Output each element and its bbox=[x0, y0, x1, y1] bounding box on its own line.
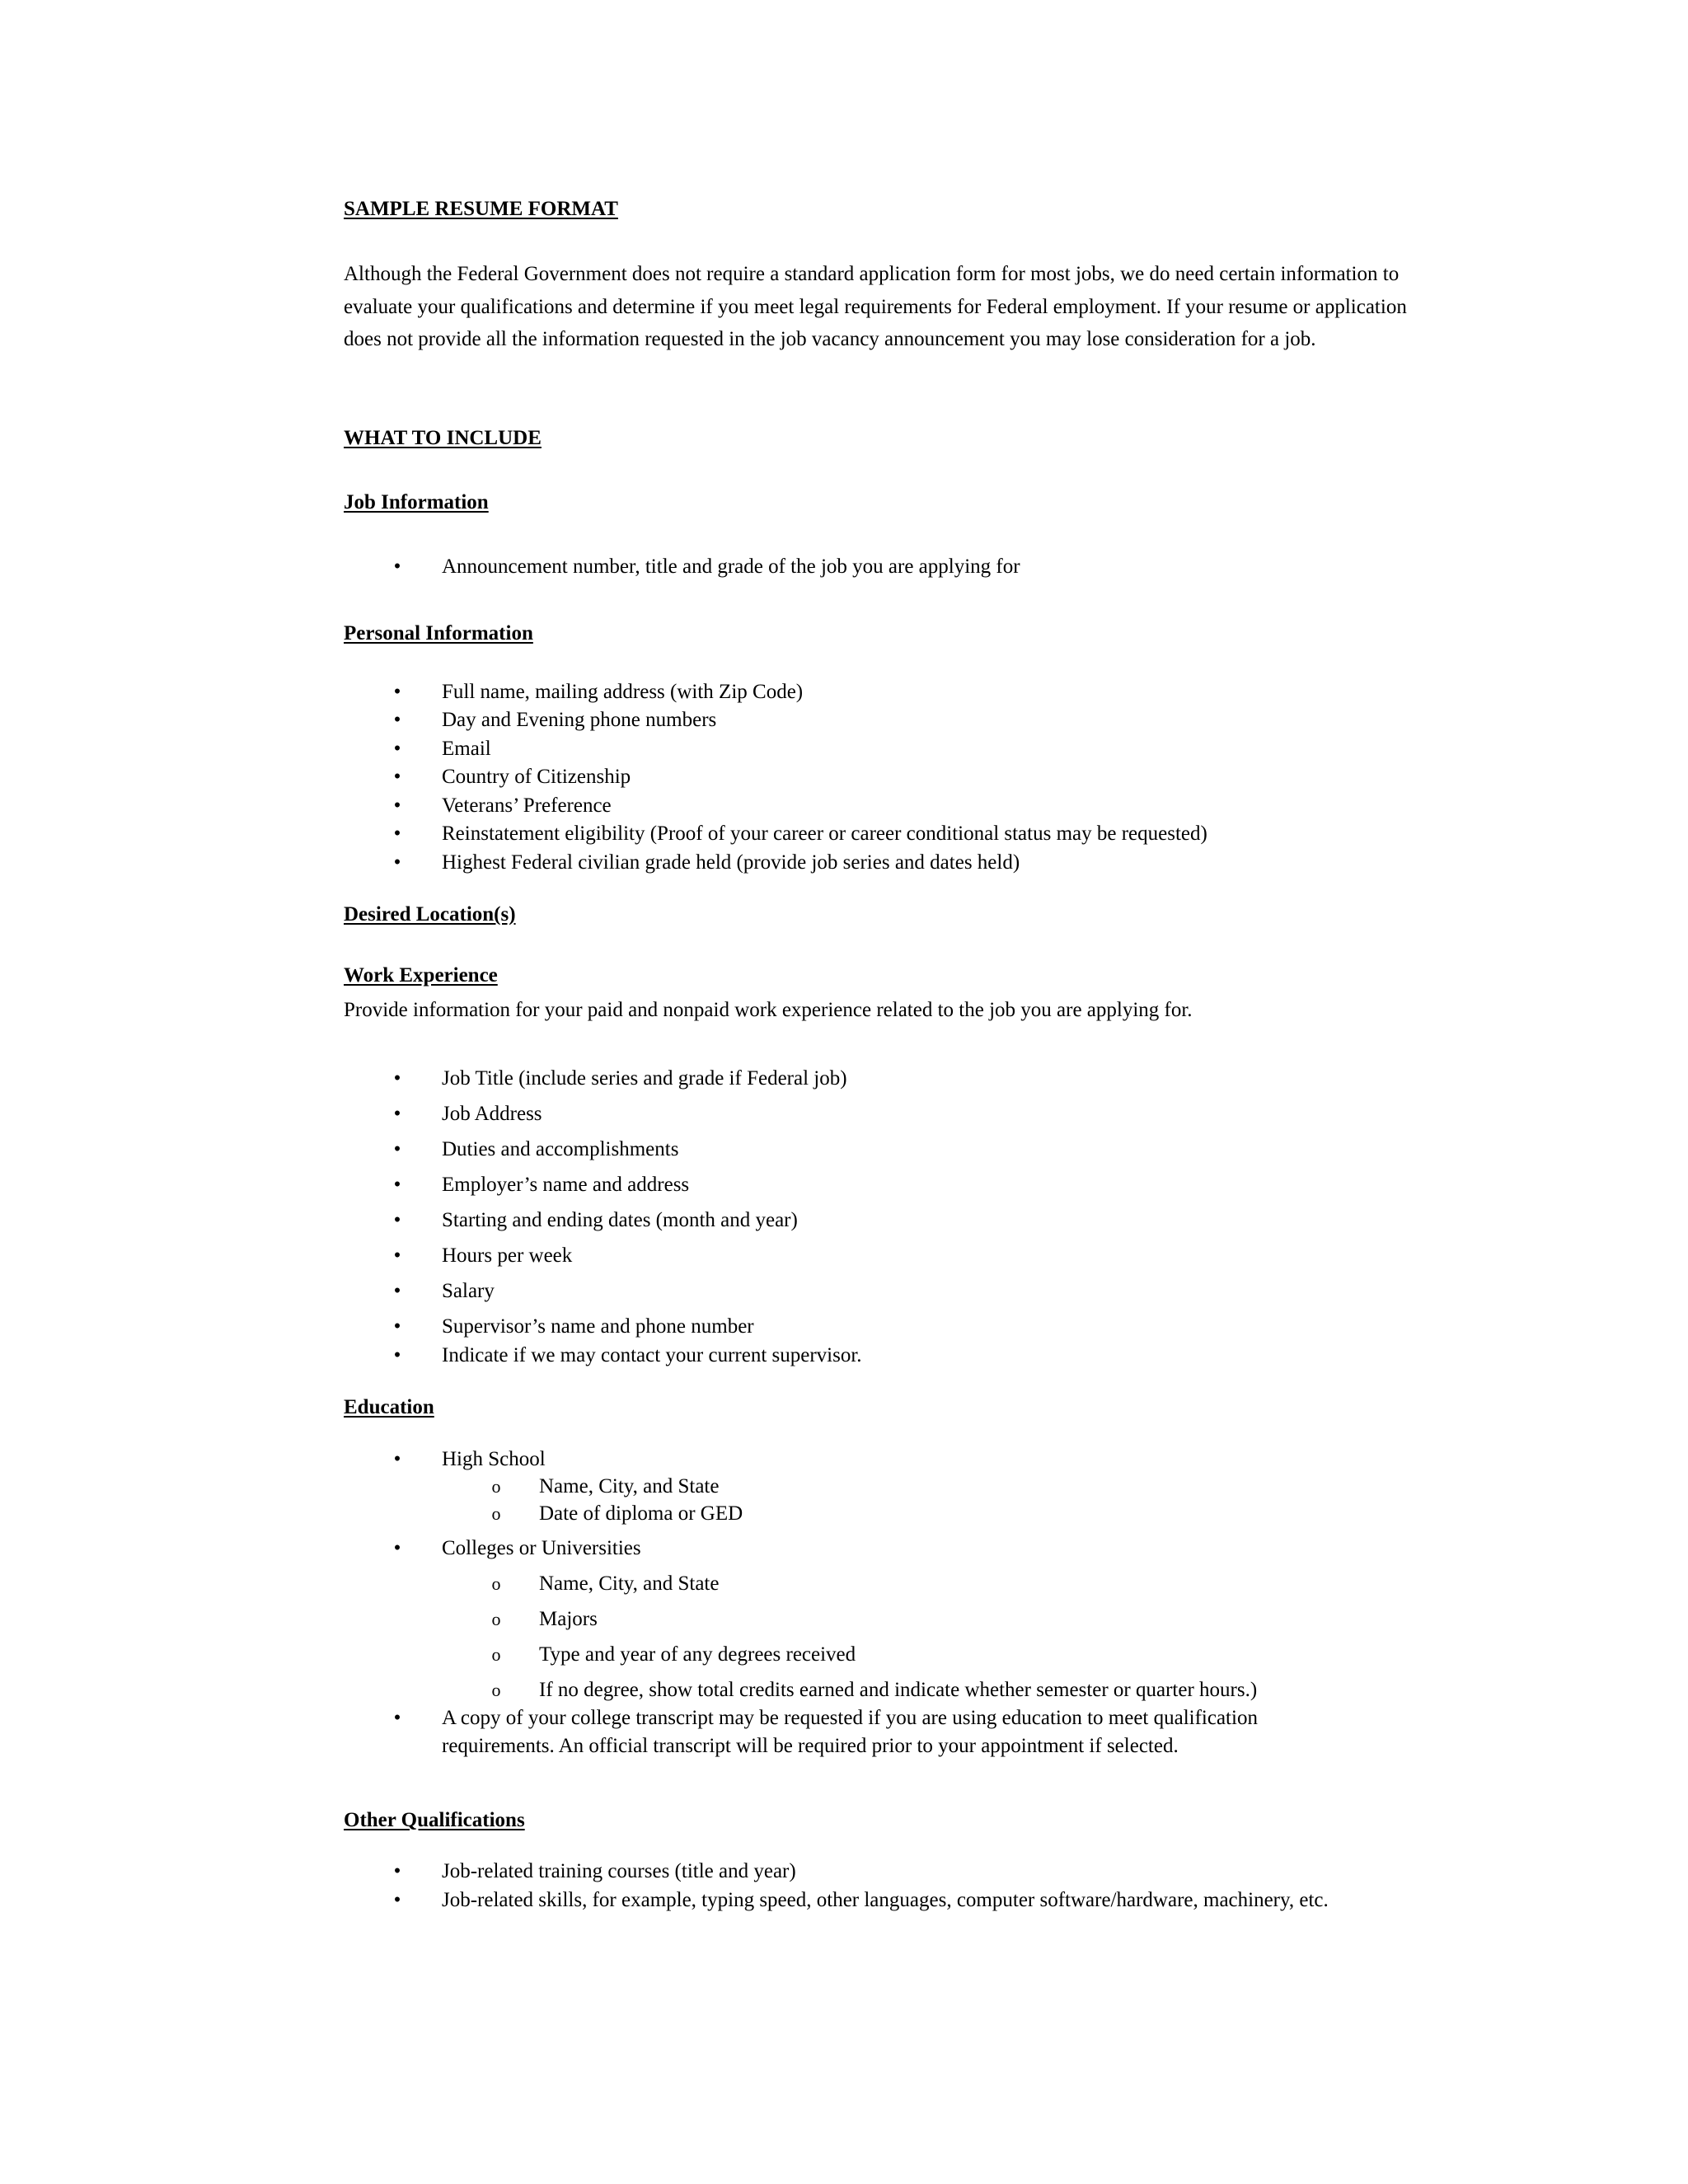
sub-list-item bbox=[0, 1500, 1688, 1528]
list-item-text: Day and Evening phone numbers bbox=[442, 709, 717, 731]
list-item-text: Country of Citizenship bbox=[442, 766, 631, 788]
list-item bbox=[0, 1704, 1688, 1760]
list-item-text: Hours per week bbox=[442, 1244, 573, 1267]
list-item bbox=[0, 763, 1688, 791]
list-item bbox=[0, 1100, 1688, 1128]
circle-bullet-icon: o bbox=[491, 1476, 501, 1497]
list-item bbox=[0, 735, 1688, 763]
list-item-text: Announcement number, title and grade of the job you are applying for bbox=[442, 555, 1020, 578]
sub-list-item bbox=[0, 1570, 1688, 1598]
personal-information-heading: Personal Information bbox=[344, 622, 533, 644]
list-item bbox=[0, 820, 1688, 848]
circle-bullet-icon: o bbox=[491, 1644, 501, 1665]
bullet-icon: • bbox=[393, 1244, 401, 1267]
list-item-text: Employer’s name and address bbox=[442, 1174, 690, 1196]
list-item bbox=[0, 1886, 1688, 1915]
bullet-icon: • bbox=[393, 1280, 401, 1302]
bullet-icon: • bbox=[393, 555, 401, 578]
list-item bbox=[0, 849, 1688, 877]
circle-bullet-icon: o bbox=[491, 1609, 501, 1629]
sub-list-item bbox=[0, 1605, 1688, 1633]
circle-bullet-icon: o bbox=[491, 1573, 501, 1594]
bullet-icon: • bbox=[393, 1707, 401, 1729]
list-item-text: Veterans’ Preference bbox=[442, 794, 612, 817]
list-item bbox=[0, 1342, 1688, 1370]
bullet-icon: • bbox=[393, 794, 401, 817]
list-item-text: A copy of your college transcript may be requested if you are using education to meet qualification requirements. An official transcript will be required prior to your appointment if selected. bbox=[442, 1707, 1258, 1757]
sub-list-item bbox=[0, 1641, 1688, 1669]
work-experience-heading: Work Experience bbox=[344, 964, 498, 987]
bullet-icon: • bbox=[393, 766, 401, 788]
list-item bbox=[0, 1277, 1688, 1305]
list-item-text: Duties and accomplishments bbox=[442, 1138, 679, 1160]
list-item-text: Job Title (include series and grade if Federal job) bbox=[442, 1067, 847, 1090]
list-item-text: Full name, mailing address (with Zip Code) bbox=[442, 681, 804, 703]
list-item-text: Salary bbox=[442, 1280, 495, 1302]
what-to-include-heading: WHAT TO INCLUDE bbox=[344, 427, 542, 449]
list-item bbox=[0, 553, 1688, 581]
document-title: SAMPLE RESUME FORMAT bbox=[344, 198, 618, 220]
bullet-icon: • bbox=[393, 1448, 401, 1470]
list-item bbox=[0, 706, 1688, 734]
list-item-text: Job-related training courses (title and year) bbox=[442, 1860, 796, 1882]
list-item bbox=[0, 1535, 1688, 1563]
list-item-text: Job-related skills, for example, typing speed, other languages, computer software/hardware, machinery, etc. bbox=[442, 1889, 1329, 1911]
sub-list-item bbox=[0, 1473, 1688, 1501]
list-item bbox=[0, 1065, 1688, 1093]
list-item-text: Colleges or Universities bbox=[442, 1537, 641, 1559]
sub-list-item bbox=[0, 1676, 1688, 1704]
bullet-icon: • bbox=[393, 1067, 401, 1090]
list-item-text: Name, City, and State bbox=[539, 1475, 720, 1497]
bullet-icon: • bbox=[393, 1889, 401, 1911]
list-item-text: Date of diploma or GED bbox=[539, 1502, 743, 1525]
list-item bbox=[0, 1136, 1688, 1164]
list-item-text: Type and year of any degrees received bbox=[539, 1643, 856, 1666]
list-item bbox=[0, 1242, 1688, 1270]
list-item-text: Indicate if we may contact your current supervisor. bbox=[442, 1344, 862, 1366]
bullet-icon: • bbox=[393, 709, 401, 731]
intro-paragraph: Although the Federal Government does not require a standard application form for most jobs, we do need certain information to evaluate your qualifications and determine if you meet legal requirements for Federal employment. If your resume or application does not provide all the information requested in the job vacancy announcement you may lose consideration for a job. bbox=[344, 263, 1407, 350]
list-item-text: Email bbox=[442, 738, 491, 760]
list-item-text: Job Address bbox=[442, 1103, 542, 1125]
bullet-icon: • bbox=[393, 1344, 401, 1366]
bullet-icon: • bbox=[393, 1174, 401, 1196]
bullet-icon: • bbox=[393, 1103, 401, 1125]
list-item-text: Supervisor’s name and phone number bbox=[442, 1315, 754, 1338]
bullet-icon: • bbox=[393, 1209, 401, 1231]
list-item bbox=[0, 678, 1688, 706]
circle-bullet-icon: o bbox=[491, 1503, 501, 1524]
job-information-heading: Job Information bbox=[344, 491, 489, 513]
list-item-text: Name, City, and State bbox=[539, 1572, 720, 1595]
list-item-text: High School bbox=[442, 1448, 546, 1470]
bullet-icon: • bbox=[393, 1315, 401, 1338]
bullet-icon: • bbox=[393, 823, 401, 845]
other-qualifications-heading: Other Qualifications bbox=[344, 1809, 525, 1831]
bullet-icon: • bbox=[393, 851, 401, 874]
education-heading: Education bbox=[344, 1396, 434, 1418]
list-item bbox=[0, 1313, 1688, 1341]
list-item-text: Reinstatement eligibility (Proof of your career or career conditional status may be requested) bbox=[442, 823, 1207, 845]
list-item-text: Starting and ending dates (month and year) bbox=[442, 1209, 798, 1231]
bullet-icon: • bbox=[393, 1860, 401, 1882]
list-item-text: Highest Federal civilian grade held (provide job series and dates held) bbox=[442, 851, 1020, 874]
list-item-text: If no degree, show total credits earned and indicate whether semester or quarter hours.) bbox=[539, 1679, 1258, 1701]
list-item bbox=[0, 1858, 1688, 1886]
desired-locations-heading: Desired Location(s) bbox=[344, 903, 516, 926]
list-item-text: Majors bbox=[539, 1608, 598, 1630]
list-item bbox=[0, 792, 1688, 820]
list-item bbox=[0, 1446, 1688, 1474]
list-item bbox=[0, 1171, 1688, 1199]
bullet-icon: • bbox=[393, 681, 401, 703]
circle-bullet-icon: o bbox=[491, 1680, 501, 1700]
bullet-icon: • bbox=[393, 738, 401, 760]
work-experience-description: Provide information for your paid and nonpaid work experience related to the job you are applying for. bbox=[344, 999, 1193, 1021]
bullet-icon: • bbox=[393, 1537, 401, 1559]
list-item bbox=[0, 1207, 1688, 1235]
bullet-icon: • bbox=[393, 1138, 401, 1160]
